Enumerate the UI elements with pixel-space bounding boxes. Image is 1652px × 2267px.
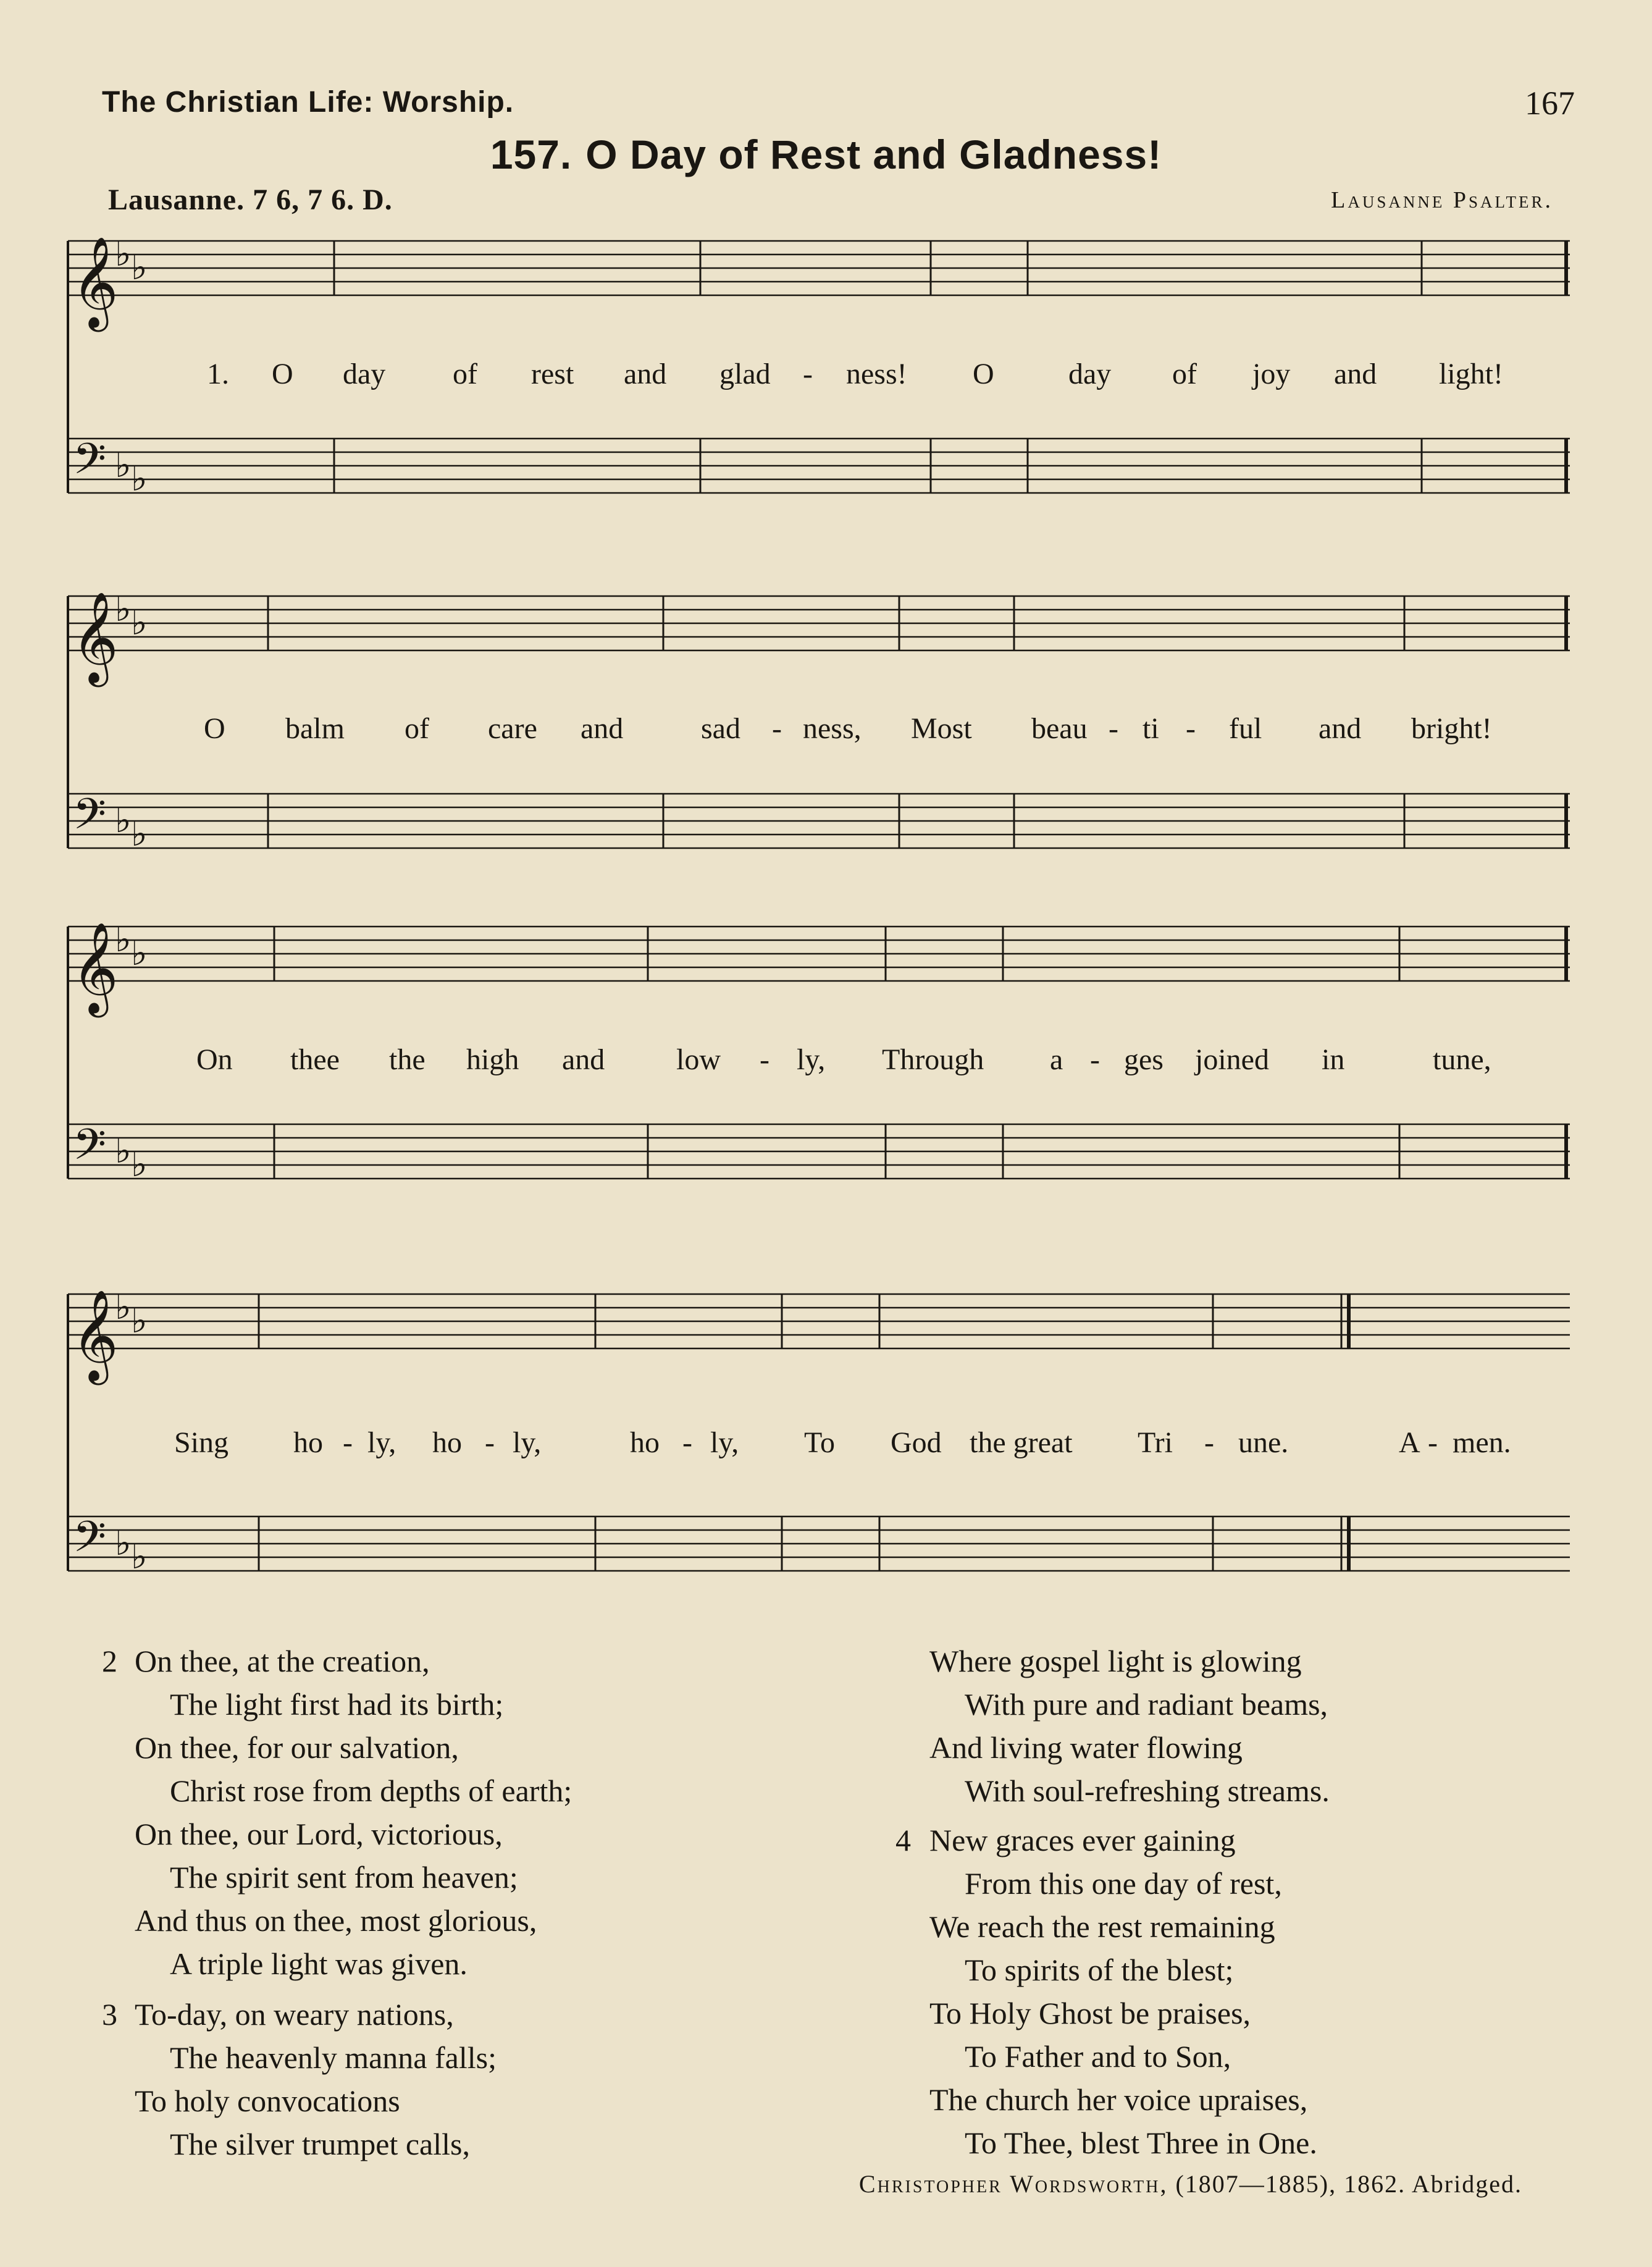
lyric-word: O [204,712,225,745]
lyric-word: day [1068,358,1112,390]
lyric-word: - [1109,712,1118,745]
verse-line: With soul-refreshing streams. [965,1773,1330,1808]
flat-icon: ♭ [131,814,148,854]
lyric-word: and [624,358,667,390]
bass-clef-icon: 𝄢 [73,434,107,494]
lyric-word: ly, [367,1426,396,1459]
bass-clef-icon: 𝄢 [73,789,107,849]
verse-line: Christ rose from depths of earth; [170,1773,572,1808]
lyric-word: men. [1453,1426,1511,1459]
verse-line: To Father and to Son, [965,2039,1231,2074]
lyric-word: ness! [846,358,907,390]
verse-line: The church her voice upraises, [929,2082,1308,2117]
lyric-word: Tri [1138,1426,1173,1459]
lyric-word: ho [293,1426,323,1459]
lyric-word: of [405,712,429,745]
verse-line: To-day, on weary nations, [135,1997,454,2032]
lyric-word: - [760,1043,769,1076]
flat-icon: ♭ [115,1288,132,1327]
lyric-word: bright! [1411,712,1492,745]
lyric-word: thee [290,1043,340,1076]
lyric-word: ly, [513,1426,542,1459]
treble-clef-icon: 𝄞 [72,236,119,328]
bass-clef-icon: 𝄢 [73,1512,107,1572]
lyric-word: high [466,1043,519,1076]
verse-line: The heavenly manna falls; [170,2040,497,2075]
lyric-word: and [1319,712,1362,745]
hymn-title-text: O Day of Rest and Gladness! [585,132,1162,177]
verse-line: To spirits of the blest; [965,1953,1234,1987]
bass-clef-icon: 𝄢 [73,1119,107,1180]
verse-line: To holy convocations [135,2084,400,2118]
verse-line: Where gospel light is glowing [929,1644,1302,1678]
treble-clef-icon: 𝄞 [72,922,119,1014]
lyric-word: sad [701,712,740,745]
lyric-word: ho [432,1426,462,1459]
lyric-word: and [562,1043,605,1076]
stanza-number: 2 [102,1644,117,1678]
lyric-word: O [973,358,994,390]
verse-line: The spirit sent from heaven; [170,1860,518,1895]
lyric-word: ho [630,1426,660,1459]
lyric-word: ful [1229,712,1262,745]
lyric-word: - [1186,712,1196,745]
flat-icon: ♭ [131,603,148,643]
verse-line: On thee, our Lord, victorious, [135,1817,503,1851]
lyric-word: ly, [797,1043,826,1076]
lyric-word: On [196,1043,233,1076]
lyric-word: ti [1143,712,1159,745]
page-number: 167 [1525,85,1575,122]
lyric-word: glad [719,358,771,390]
verse-line: We reach the rest remaining [929,1909,1275,1944]
verse-line: The light first had its birth; [170,1687,504,1722]
lyric-word: - [343,1426,353,1459]
flat-icon: ♭ [131,1145,148,1185]
lyric-word: low [676,1043,721,1076]
flat-icon: ♭ [115,1523,132,1563]
lyric-word: Through [882,1043,984,1076]
author-name: Christopher Wordsworth, [858,2170,1168,2198]
lyric-word: light! [1439,358,1503,390]
lyric-word: balm [285,712,345,745]
treble-clef-icon: 𝄞 [72,1289,119,1381]
lyric-word: - [485,1426,495,1459]
verse-line: New graces ever gaining [929,1823,1236,1857]
lyric-word: 1. [207,358,229,390]
lyric-word: rest [531,358,574,390]
flat-icon: ♭ [115,590,132,629]
verse-line: A triple light was given. [170,1946,468,1981]
lyric-word: ness, [803,712,862,745]
lyric-word: joy [1252,358,1291,390]
flat-icon: ♭ [131,1301,148,1341]
lyric-word: care [488,712,537,745]
flat-icon: ♭ [115,920,132,960]
lyric-word: tune, [1433,1043,1491,1076]
verse-line: To Holy Ghost be praises, [929,1996,1251,2030]
hymn-number: 157. [490,132,572,177]
lyric-word: Most [911,712,972,745]
author-dates: (1807—1885), 1862. [1175,2170,1406,2198]
tune-name: Lausanne. 7 6, 7 6. D. [108,183,393,216]
lyric-word: and [581,712,624,745]
stanza-number: 4 [895,1823,911,1857]
lyric-word: - [772,712,782,745]
lyric-word: A [1399,1426,1420,1459]
author-credit [859,2169,1522,2198]
lyric-word: the [389,1043,426,1076]
lyric-word: - [1428,1426,1438,1459]
verse-line: And living water flowing [929,1730,1243,1765]
section-heading: The Christian Life: Worship. [102,86,514,119]
lyric-word: of [453,358,477,390]
lyric-word: Sing [174,1426,229,1459]
lyric-word: beau [1031,712,1088,745]
lyric-word: and [1334,358,1377,390]
verse-line: And thus on thee, most glorious, [135,1903,537,1938]
flat-icon: ♭ [131,933,148,974]
verse-line: With pure and radiant beams, [965,1687,1328,1722]
lyric-word: joined [1195,1043,1269,1076]
lyric-word: O [272,358,293,390]
hymn-title [0,131,1652,178]
stanza-number: 3 [102,1997,117,2032]
lyric-word: God [891,1426,942,1459]
lyric-word: of [1172,358,1197,390]
lyric-word: - [803,358,813,390]
lyric-word: a [1050,1043,1063,1076]
flat-icon: ♭ [115,801,132,841]
flat-icon: ♭ [115,235,132,274]
flat-icon: ♭ [131,459,148,499]
treble-clef-icon: 𝄞 [72,591,119,683]
verse-line: To Thee, blest Three in One. [965,2126,1317,2160]
flat-icon: ♭ [115,445,132,486]
lyric-word: the great [970,1426,1073,1459]
lyric-word: ges [1124,1043,1164,1076]
flat-icon: ♭ [131,248,148,288]
flat-icon: ♭ [115,1131,132,1171]
verse-line: The silver trumpet calls, [170,2127,470,2161]
verse-line: On thee, for our salvation, [135,1730,459,1765]
lyric-word: une. [1238,1426,1289,1459]
verse-line: From this one day of rest, [965,1866,1282,1901]
lyric-word: - [1090,1043,1100,1076]
tune-source: Lausanne Psalter. [1331,187,1553,213]
lyric-word: - [1204,1426,1214,1459]
lyric-word: To [804,1426,835,1459]
lyric-word: ly, [710,1426,739,1459]
lyric-word: - [682,1426,692,1459]
lyric-word: in [1322,1043,1345,1076]
lyric-word: day [343,358,386,390]
credit-note: Abridged. [1411,2170,1522,2198]
flat-icon: ♭ [131,1537,148,1577]
verse-line: On thee, at the creation, [135,1644,430,1678]
